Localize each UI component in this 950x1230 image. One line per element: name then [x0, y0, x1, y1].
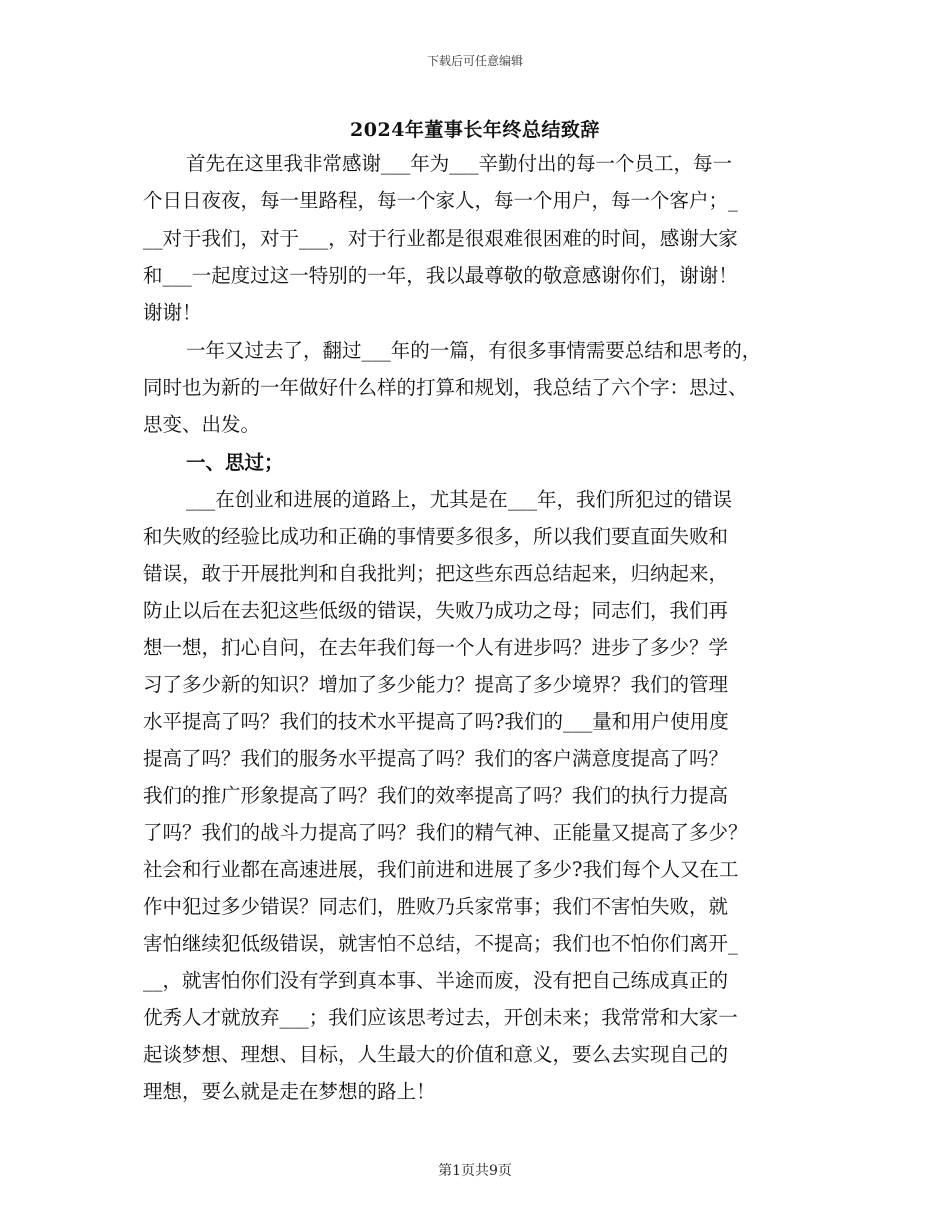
paragraph-3-line-10: 了吗？我们的战斗力提高了吗？我们的精气神、正能量又提高了多少？	[143, 821, 748, 844]
paragraph-3-line-14: __，就害怕你们没有学到真本事、半途而废，没有把自己练成真正的	[143, 969, 729, 992]
paragraph-2-line-1: 一年又过去了，翻过___年的一篇，有很多事情需要总结和思考的，	[186, 339, 762, 362]
paragraph-3-line-17: 理想，要么就是走在梦想的路上！	[143, 1080, 436, 1103]
paragraph-3-line-5: 想一想，扪心自问，在去年我们每一个人有进步吗？进步了多少？学	[143, 636, 729, 659]
download-note: 下载后可任意编辑	[426, 54, 523, 68]
page-number: 第1页共9页	[438, 1163, 512, 1179]
paragraph-3-line-4: 防止以后在去犯这些低级的错误，失败乃成功之母；同志们，我们再	[143, 599, 729, 622]
paragraph-1-line-5: 谢谢！	[143, 301, 202, 324]
paragraph-3-line-8: 提高了吗？我们的服务水平提高了吗？我们的客户满意度提高了吗？	[143, 747, 729, 770]
document-title: 2024年董事长年终总结致辞	[350, 119, 600, 141]
paragraph-3-line-6: 习了多少新的知识？增加了多少能力？提高了多少境界？我们的管理	[143, 673, 729, 696]
paragraph-1-line-4: 和___一起度过这一特别的一年，我以最尊敬的敬意感谢你们，谢谢！	[143, 264, 738, 287]
paragraph-3-line-3: 错误，敢于开展批判和自我批判；把这些东西总结起来，归纳起来，	[143, 562, 729, 585]
paragraph-3-line-13: 害怕继续犯低级错误，就害怕不总结，不提高；我们也不怕你们离开_	[143, 932, 738, 955]
paragraph-3-line-12: 作中犯过多少错误？同志们，胜败乃兵家常事；我们不害怕失败，就	[143, 895, 729, 918]
paragraph-3-line-16: 起谈梦想、理想、目标，人生最大的价值和意义，要么去实现自己的	[143, 1043, 729, 1066]
paragraph-3-line-11: 社会和行业都在高速进展，我们前进和进展了多少?我们每个人又在工	[143, 858, 739, 881]
paragraph-3-line-2: 和失败的经验比成功和正确的事情要多很多，所以我们要直面失败和	[143, 525, 729, 548]
paragraph-3-line-15: 优秀人才就放弃___；我们应该思考过去，开创未来；我常常和大家一	[143, 1006, 738, 1029]
section-heading: 一、思过；	[186, 451, 284, 474]
paragraph-3-line-7: 水平提高了吗？我们的技术水平提高了吗?我们的___量和用户使用度	[143, 710, 729, 733]
paragraph-3-line-9: 我们的推广形象提高了吗？我们的效率提高了吗？我们的执行力提高	[143, 784, 729, 807]
paragraph-1-line-1: 首先在这里我非常感谢___年为___辛勤付出的每一个员工，每一	[186, 152, 733, 175]
paragraph-2-line-3: 思变、出发。	[143, 413, 261, 436]
paragraph-1-line-3: __对于我们，对于___，对于行业都是很艰难很困难的时间，感谢大家	[143, 227, 738, 250]
paragraph-3-line-1: ___在创业和进展的道路上，尤其是在___年，我们所犯过的错误	[186, 488, 733, 511]
paragraph-1-line-2: 个日日夜夜，每一里路程，每一个家人，每一个用户，每一个客户；_	[143, 189, 738, 212]
paragraph-2-line-2: 同时也为新的一年做好什么样的打算和规划，我总结了六个字：思过、	[143, 376, 748, 399]
